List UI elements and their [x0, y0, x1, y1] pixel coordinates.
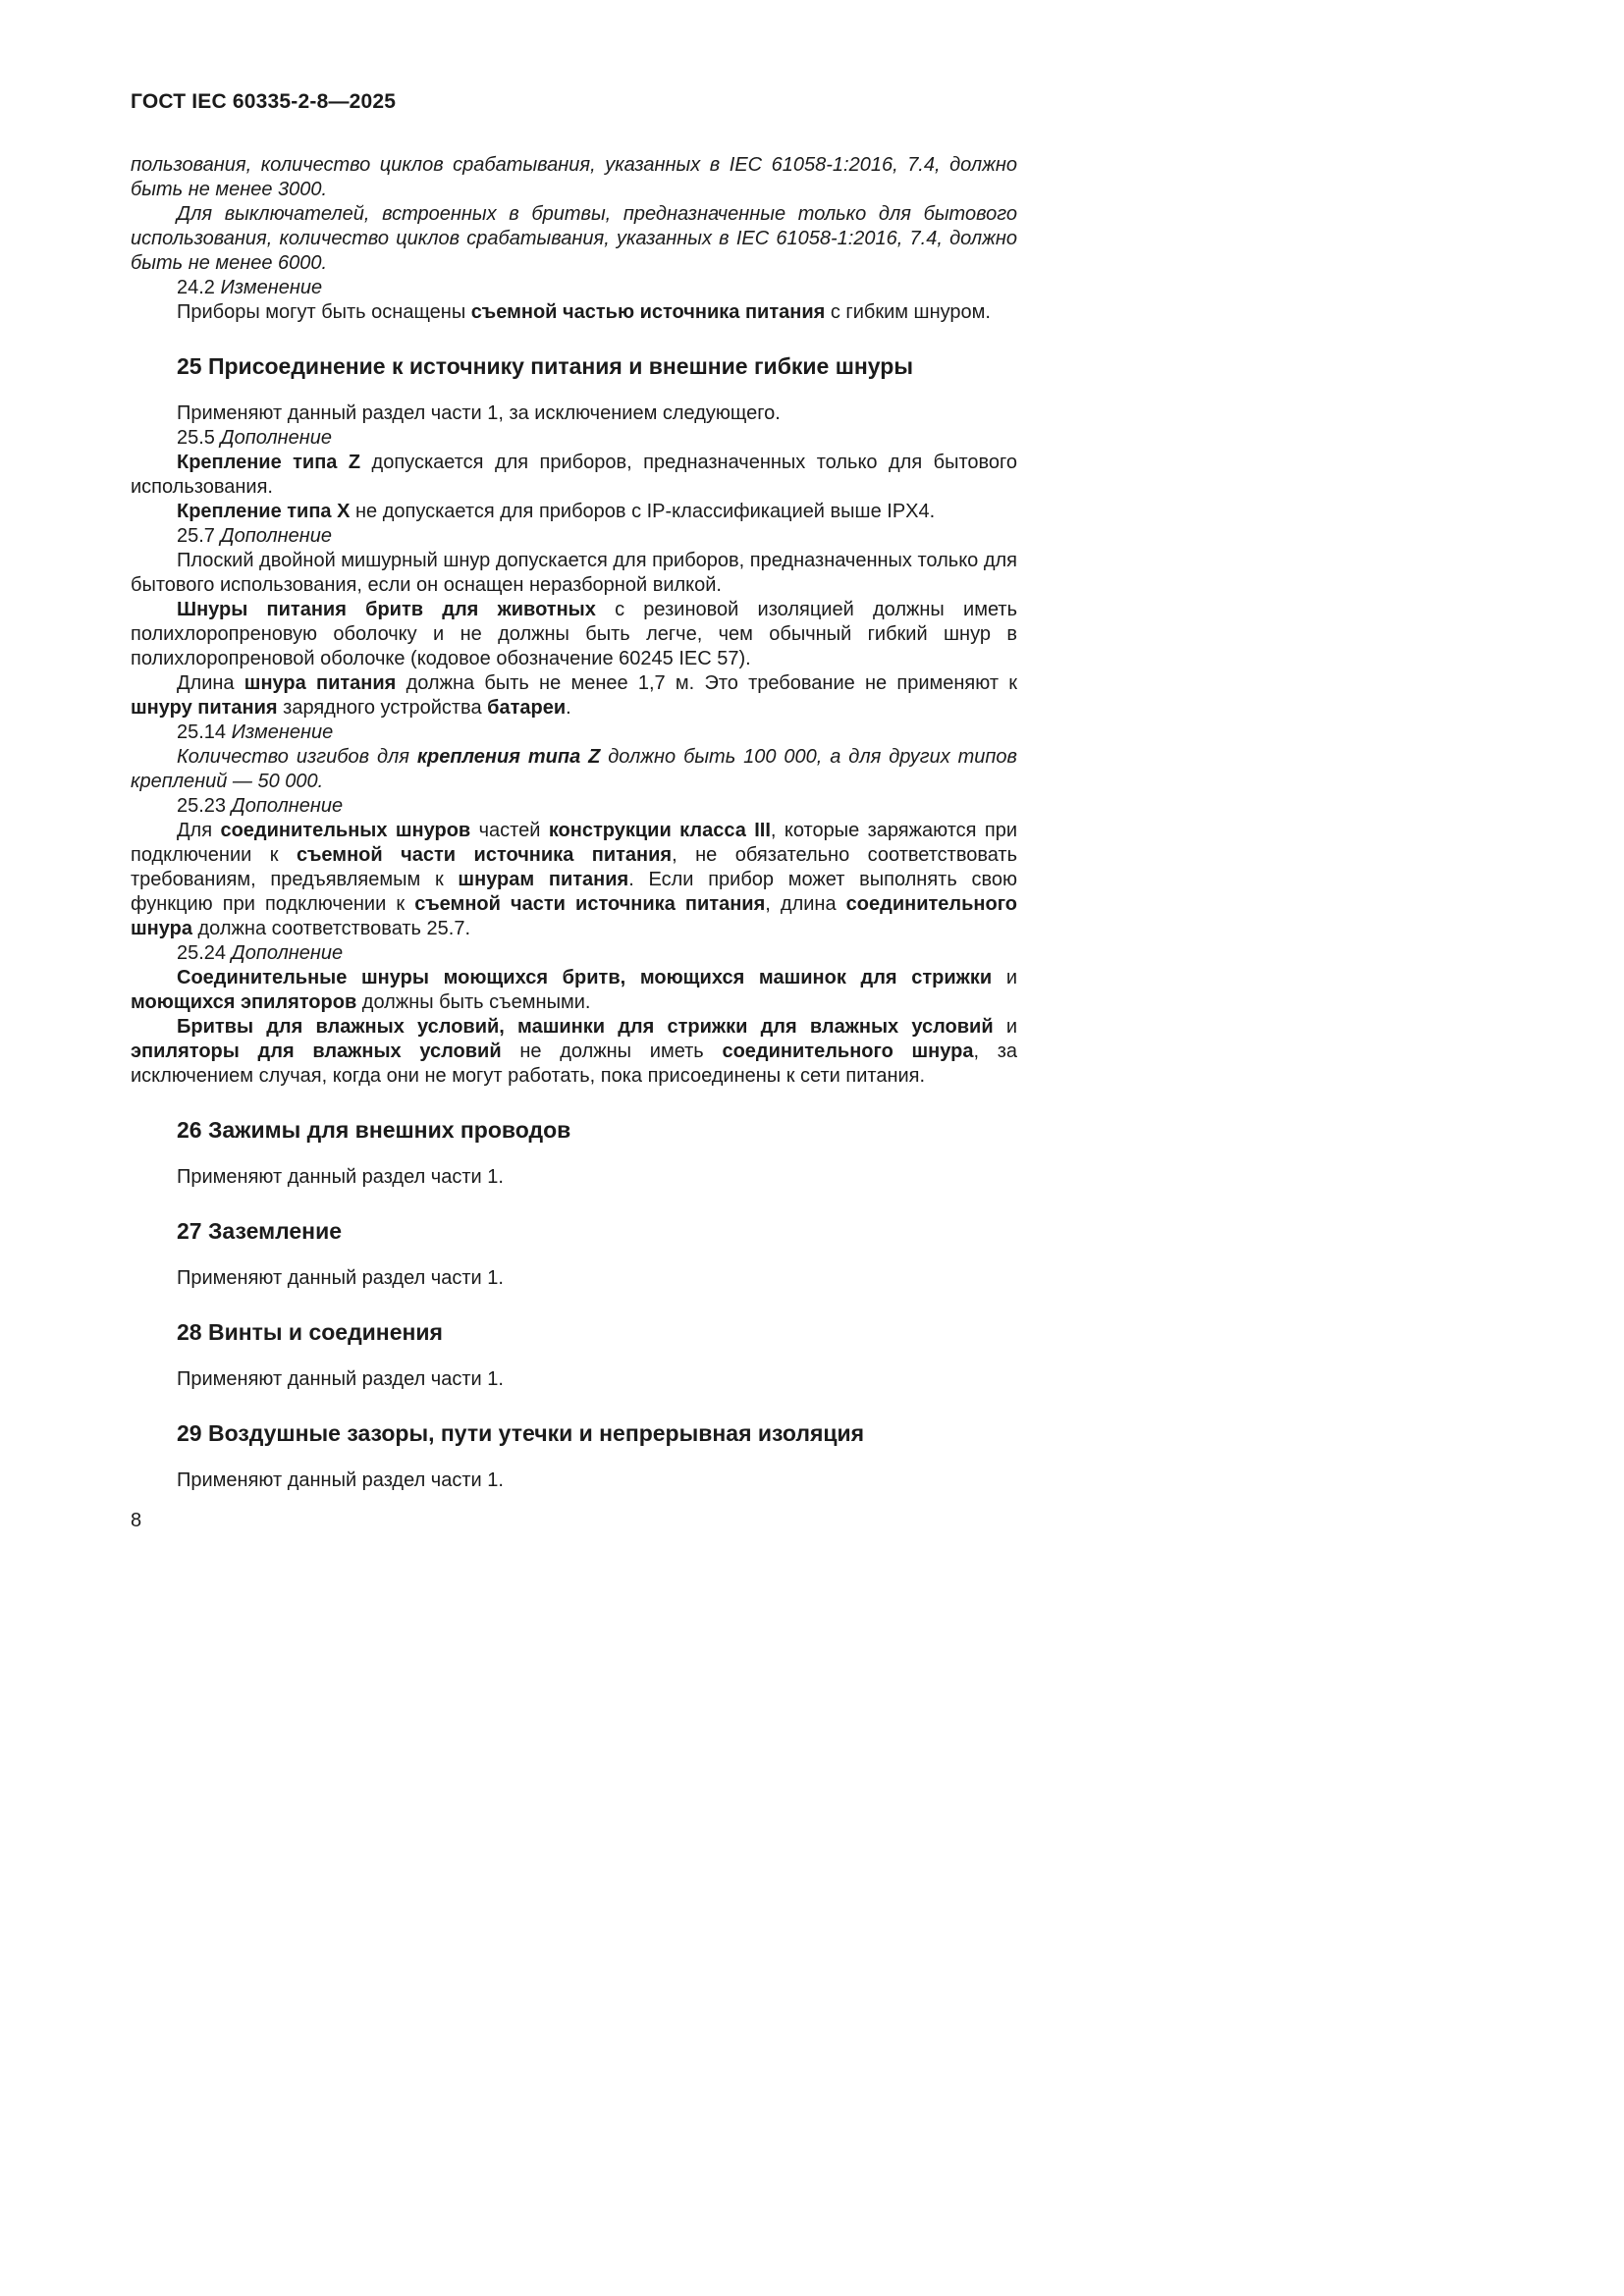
- text-run: , за исключением случая, когда они не могут работать, пока присоединены к сети питания.: [131, 1041, 1017, 1087]
- text-run: 25.7: [177, 525, 221, 547]
- document-content: [131, 153, 1017, 1493]
- paragraph: [131, 500, 1017, 524]
- text-run: допускается для приборов, предназначенных только для бытового использования.: [131, 452, 1018, 498]
- paragraph: [131, 426, 1017, 451]
- text-run: зарядного устройства: [277, 697, 488, 719]
- paragraph: [131, 202, 1017, 276]
- text-run: Крепление типа X: [177, 501, 351, 522]
- text-run: , которые заряжаются при подключении к: [131, 820, 1017, 866]
- text-run: не допускается для приборов с IP-классификацией выше IPX4.: [350, 501, 936, 522]
- text-run: должны быть съемными.: [356, 991, 591, 1013]
- text-run: Применяют данный раздел части 1.: [177, 1469, 504, 1491]
- text-run: эпиляторы для влажных условий: [131, 1041, 502, 1062]
- text-run: Длина: [177, 672, 244, 694]
- text-run: 25.5: [177, 427, 221, 449]
- text-run: должно быть 100 000, а для других типов креплений — 50 000.: [131, 746, 1017, 792]
- paragraph: [131, 153, 1017, 202]
- text-run: Для выключателей, встроенных в бритвы, предназначенные только для бытового использования, количество циклов срабатывания, указанных в IEC 61058-1:2016, 7.4, должно быть не менее 6000.: [131, 203, 1017, 274]
- text-run: . Если прибор может выполнять свою функцию при подключении к: [131, 869, 1017, 915]
- paragraph: [131, 451, 1017, 500]
- paragraph: [131, 524, 1017, 549]
- paragraph: [131, 276, 1017, 300]
- text-run: с гибким шнуром.: [825, 301, 991, 323]
- paragraph: [131, 1468, 1017, 1493]
- text-run: частей: [470, 820, 549, 841]
- text-run: Дополнение: [220, 525, 333, 547]
- text-run: , не обязательно соответствовать требованиям, предъявляемым к: [131, 844, 1018, 890]
- text-run: шнуру питания: [131, 697, 278, 719]
- text-run: должна соответствовать 25.7.: [191, 918, 471, 939]
- text-run: Количество изгибов для: [177, 746, 417, 768]
- paragraph: [131, 1165, 1017, 1190]
- text-run: пользования, количество циклов срабатывания, указанных в IEC 61058-1:2016, 7.4, должно быть не менее 3000.: [131, 154, 1017, 200]
- text-run: 25.23: [177, 795, 232, 817]
- text-run: Дополнение: [231, 795, 344, 817]
- text-run: 25.24: [177, 942, 232, 964]
- text-run: Дополнение: [220, 427, 333, 449]
- text-run: и: [992, 967, 1018, 988]
- section-heading: 27 Заземление: [177, 1218, 343, 1244]
- text-run: соединительных шнуров: [220, 820, 471, 841]
- text-run: Изменение: [231, 721, 334, 743]
- running-header: ГОСТ IEC 60335-2-8—2025: [131, 90, 397, 113]
- text-run: крепления типа Z: [416, 746, 601, 768]
- text-run: Применяют данный раздел части 1.: [177, 1166, 504, 1188]
- text-run: Применяют данный раздел части 1.: [177, 1368, 504, 1390]
- text-run: 24.2: [177, 277, 221, 298]
- text-run: моющихся эпиляторов: [131, 991, 357, 1013]
- text-run: соединительного шнура: [131, 893, 1017, 939]
- text-run: Приборы могут быть оснащены: [177, 301, 471, 323]
- text-run: с резиновой изоляцией должны иметь полихлоропреновую оболочку и не должны быть легче, чем обычный гибкий шнур в полихлоропреновой оболочке (кодовое обозначение 60245 IEC 57).: [131, 599, 1017, 669]
- text-run: Бритвы для влажных условий, машинки для стрижки для влажных условий: [177, 1016, 994, 1038]
- paragraph: [131, 1015, 1017, 1089]
- section-heading: 28 Винты и соединения: [177, 1319, 443, 1345]
- text-run: съемной части источника питания: [414, 893, 766, 915]
- section-heading: 25 Присоединение к источнику питания и внешние гибкие шнуры: [177, 353, 913, 379]
- text-run: съемной частью источника питания: [470, 301, 826, 323]
- paragraph: [131, 941, 1017, 966]
- text-run: шнурам питания: [458, 869, 629, 890]
- text-run: должна быть не менее 1,7 м. Это требование не применяют к: [396, 672, 1017, 694]
- page-number: 8: [131, 1510, 142, 1531]
- text-run: Применяют данный раздел части 1.: [177, 1267, 504, 1289]
- text-run: батареи: [487, 697, 567, 719]
- text-run: Соединительные шнуры моющихся бритв, моющихся машинок для стрижки: [177, 967, 993, 988]
- paragraph: [131, 721, 1017, 745]
- text-run: Дополнение: [231, 942, 344, 964]
- paragraph: [131, 1266, 1017, 1291]
- paragraph: [131, 966, 1017, 1015]
- paragraph: [131, 819, 1017, 941]
- paragraph: [131, 1367, 1017, 1392]
- paragraph: [131, 671, 1017, 721]
- text-run: съемной части источника питания: [296, 844, 673, 866]
- section-heading: 26 Зажимы для внешних проводов: [177, 1117, 571, 1143]
- paragraph: [131, 549, 1017, 598]
- text-run: Шнуры питания бритв для животных: [177, 599, 596, 620]
- text-run: Плоский двойной мишурный шнур допускается для приборов, предназначенных только для бытового использования, если он оснащен неразборной вилкой.: [131, 550, 1018, 596]
- text-run: 25.14: [177, 721, 232, 743]
- text-run: конструкции класса III: [548, 820, 771, 841]
- text-run: соединительного шнура: [722, 1041, 974, 1062]
- text-run: шнура питания: [244, 672, 397, 694]
- text-run: Применяют данный раздел части 1, за исключением следующего.: [177, 402, 781, 424]
- text-run: не должны иметь: [501, 1041, 723, 1062]
- text-run: Крепление типа Z: [177, 452, 361, 473]
- text-run: .: [566, 697, 571, 719]
- text-run: , длина: [765, 893, 846, 915]
- text-run: Изменение: [220, 277, 323, 298]
- paragraph: [131, 401, 1017, 426]
- paragraph: [131, 598, 1017, 671]
- text-run: и: [993, 1016, 1017, 1038]
- paragraph: [131, 794, 1017, 819]
- paragraph: [131, 745, 1017, 794]
- paragraph: [131, 300, 1017, 325]
- section-heading: 29 Воздушные зазоры, пути утечки и непрерывная изоляция: [177, 1420, 865, 1446]
- text-run: Для: [177, 820, 221, 841]
